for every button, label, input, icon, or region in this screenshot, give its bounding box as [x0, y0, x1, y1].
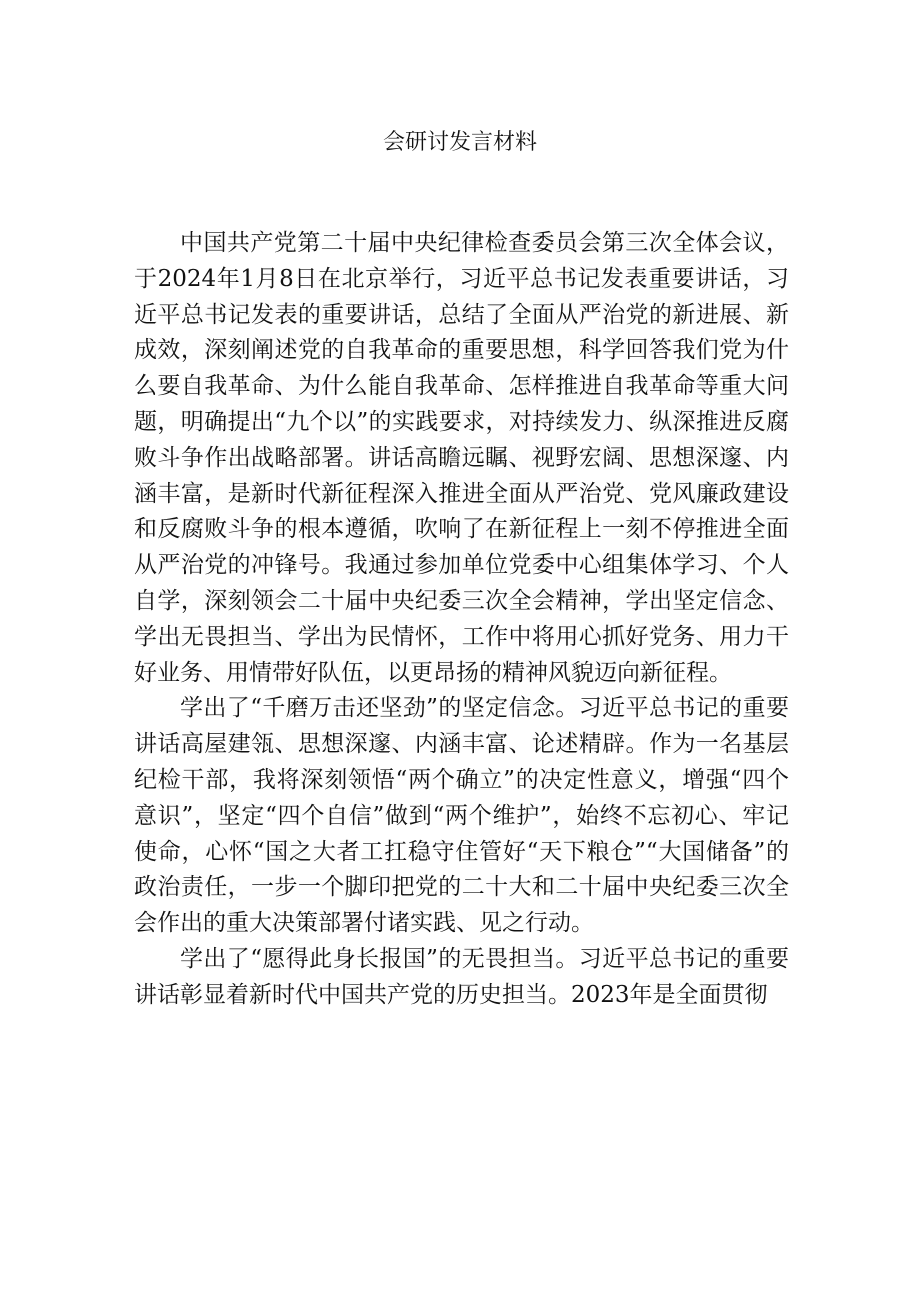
paragraph-intro: 中国共产党第二十届中央纪律检查委员会第三次全体会议，于2024年1月8日在北京举行，习近平总书记发表重要讲话，习近平总书记发表的重要讲话，总结了全面从严治党的新进展、新成效，深刻阐述党的自我革命的重要思想，科学回答我们党为什么要自我革命、为什么能自我革命、怎样推进自我革命等重大问题，明确提出“九个以”的实践要求，对持续发力、纵深推进反腐败斗争作出战略部署。讲话高瞻远瞩、视野宏阔、思想深邃、内涵丰富，是新时代新征程深入推进全面从严治党、党风廉政建设和反腐败斗争的根本遵循，吹响了在新征程上一刻不停推进全面从严治党的冲锋号。我通过参加单位党委中心组集体学习、个人自学，深刻领会二十届中央纪委三次全会精神，学出坚定信念、学出无畏担当、学出为民情怀，工作中将用心抓好党务、用力干好业务、用情带好队伍，以更昂扬的精神风貌迈向新征程。: [134, 230, 789, 686]
paragraph-fearless-responsibility: 学出了“愿得此身长报国”的无畏担当。习近平总书记的重要讲话彰显着新时代中国共产党的历史担当。2023年是全面贯彻: [134, 945, 789, 1008]
document-body: [134, 226, 789, 1014]
document-title: 会研讨发言材料: [382, 130, 537, 155]
paragraph-firm-belief: 学出了“千磨万击还坚劲”的坚定信念。习近平总书记的重要讲话高屋建瓴、思想深邃、内涵丰富、论述精辟。作为一名基层纪检干部，我将深刻领悟“两个确立”的决定性意义，增强“四个意识”，坚定“四个自信”做到“两个维护”，始终不忘初心、牢记使命，心怀“国之大者工扛稳守住管好“天下粮仓”“大国储备”的政治责任，一步一个脚印把党的二十大和二十届中央纪委三次全会作出的重大决策部署付诸实践、见之行动。: [134, 695, 789, 937]
